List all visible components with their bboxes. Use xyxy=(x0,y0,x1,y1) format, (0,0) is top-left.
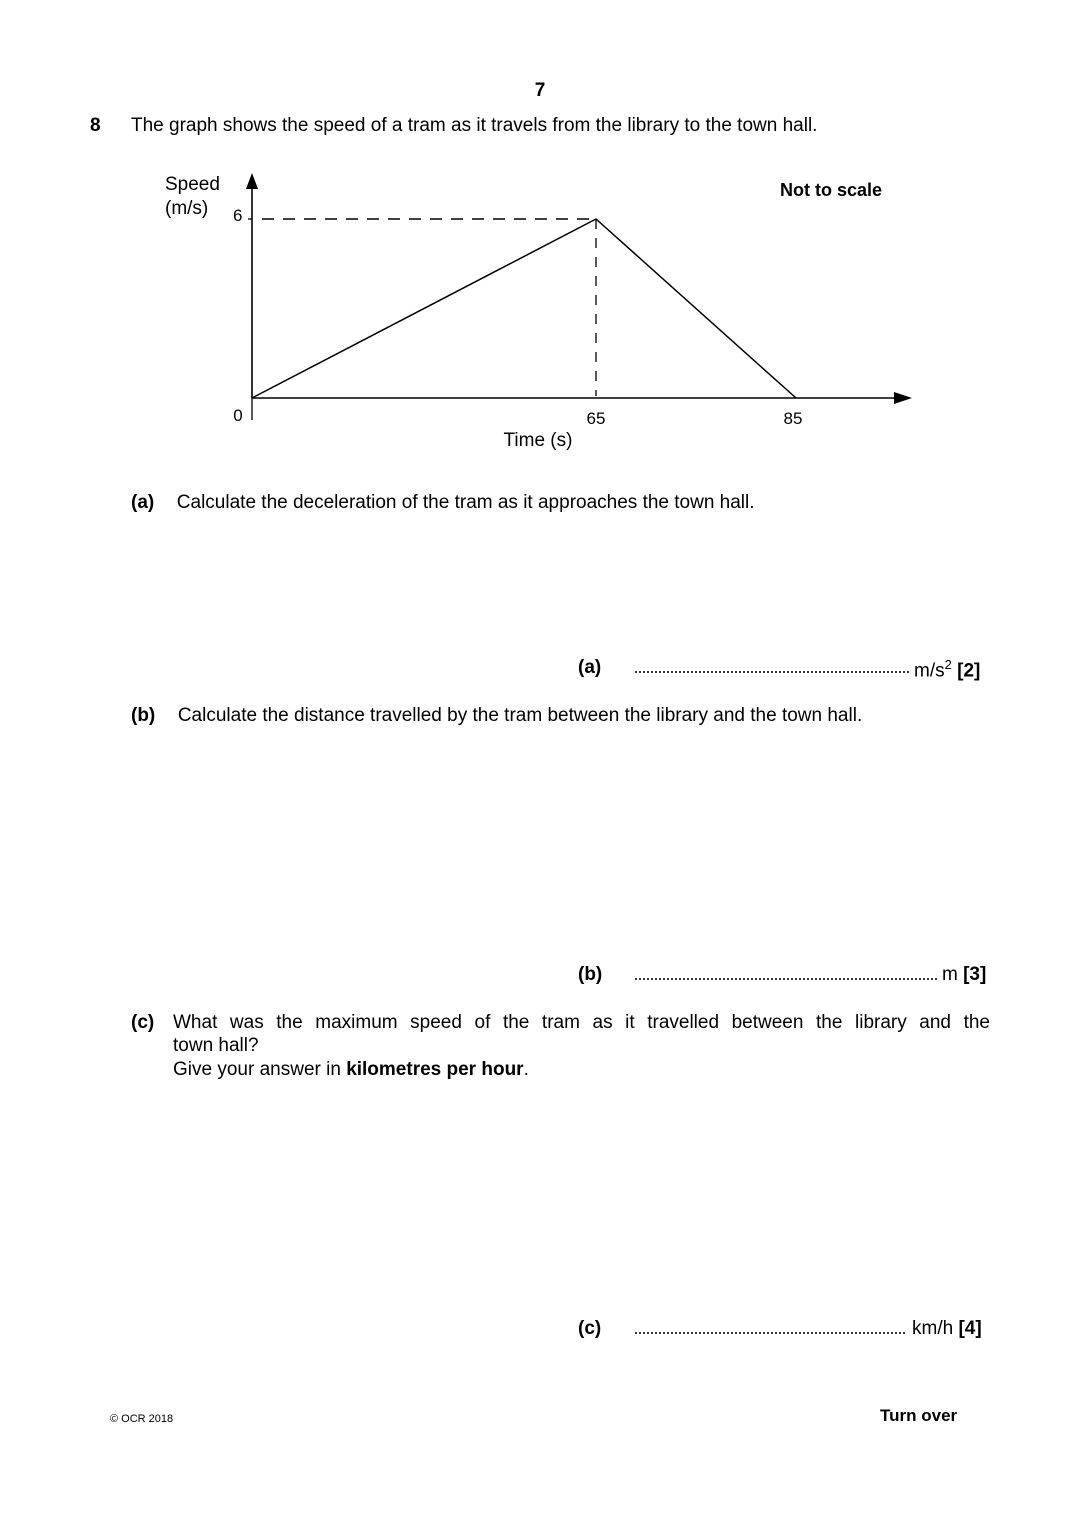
copyright-notice: © OCR 2018 xyxy=(110,1413,174,1425)
x-tick-label-85: 85 xyxy=(783,409,803,428)
page-number: 7 xyxy=(534,80,546,101)
part-b-label: (b) xyxy=(131,705,156,726)
part-c-text-line1: What was the maximum speed of the tram as it travelled between the library and the xyxy=(173,1012,990,1033)
part-b-unit xyxy=(942,964,986,986)
part-c-unit-text: km/h xyxy=(912,1318,954,1339)
x-axis-arrowhead xyxy=(894,392,912,404)
part-a-label: (a) xyxy=(131,492,155,513)
y-tick-label-6: 6 xyxy=(233,206,243,225)
part-c-text-line2: town hall? xyxy=(173,1035,259,1056)
part-b-answer-label: (b) xyxy=(578,964,603,985)
not-to-scale-annotation: Not to scale xyxy=(780,180,883,200)
speed-time-graph xyxy=(0,0,1080,470)
y-axis-arrowhead xyxy=(246,173,258,189)
y-axis-label-speed: Speed xyxy=(165,174,220,195)
part-a-unit xyxy=(914,657,980,682)
x-axis-label: Time (s) xyxy=(503,430,573,451)
part-b-unit-text: m xyxy=(942,964,958,985)
part-c-answer-label: (c) xyxy=(578,1318,602,1339)
part-c-instruction-bold: kilometres per hour xyxy=(346,1059,524,1080)
part-c-marks: [4] xyxy=(958,1318,982,1339)
part-a-unit-text: m/s xyxy=(914,660,945,682)
part-c-instruction-end: . xyxy=(523,1059,529,1080)
part-b-question xyxy=(131,705,862,727)
speed-series-line xyxy=(252,219,796,398)
part-a-answer-line[interactable] xyxy=(634,671,910,695)
part-c-label: (c) xyxy=(131,1012,155,1033)
part-b-answer-line[interactable] xyxy=(634,978,938,1002)
question-number: 8 xyxy=(90,115,101,136)
part-c-text-line3 xyxy=(173,1059,529,1081)
question-stem: The graph shows the speed of a tram as it travels from the library to the town hall. xyxy=(131,115,818,136)
part-c-answer-line[interactable] xyxy=(634,1332,906,1356)
part-a-answer-label: (a) xyxy=(578,657,602,678)
part-c-unit xyxy=(912,1318,982,1340)
x-tick-label-65: 65 xyxy=(586,409,606,428)
part-b-marks: [3] xyxy=(963,964,987,985)
y-axis-label-unit: (m/s) xyxy=(165,198,209,219)
turn-over-label: Turn over xyxy=(880,1406,958,1425)
part-b-text: Calculate the distance travelled by the tram between the library and the town hall. xyxy=(177,705,863,726)
x-tick-label-0: 0 xyxy=(233,406,243,425)
part-a-text: Calculate the deceleration of the tram as it approaches the town hall. xyxy=(176,492,755,513)
part-c-label-wrap xyxy=(131,1012,154,1034)
part-a-marks: [2] xyxy=(957,660,981,682)
part-a-unit-exponent: 2 xyxy=(944,657,952,672)
part-c-instruction: Give your answer in xyxy=(173,1059,347,1080)
part-a-question xyxy=(131,492,755,514)
